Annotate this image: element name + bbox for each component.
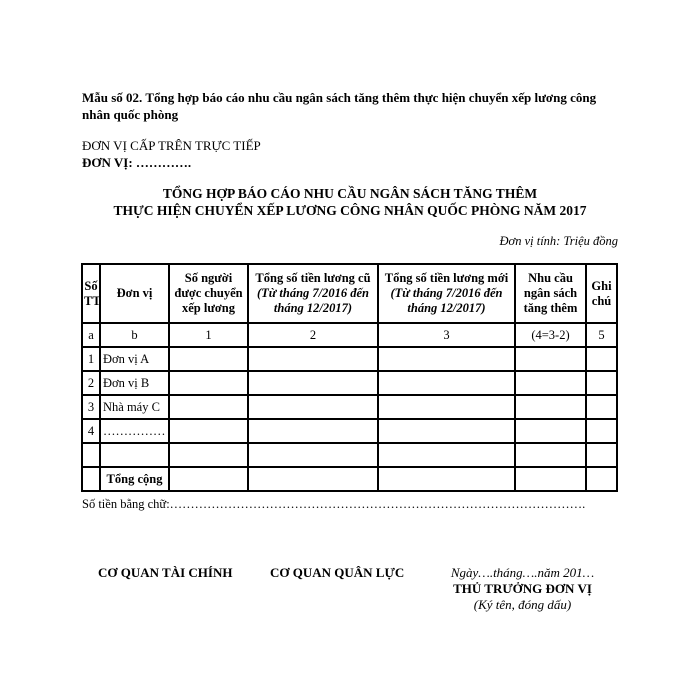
header-old-salary-label: Tổng số tiền lương cũ — [255, 271, 371, 285]
code-cell: b — [100, 323, 169, 347]
sign-note: (Ký tên, đóng dấu) — [473, 597, 572, 612]
empty-cell — [248, 347, 378, 371]
code-cell: 3 — [378, 323, 515, 347]
empty-cell — [169, 443, 248, 467]
empty-cell — [515, 443, 586, 467]
head-signature-block — [440, 565, 605, 613]
header-new-salary-period: (Từ tháng 7/2016 đến tháng 12/2017) — [390, 286, 503, 315]
table-row — [82, 443, 617, 467]
empty-cell — [82, 467, 100, 491]
empty-cell — [248, 467, 378, 491]
empty-cell — [586, 443, 617, 467]
header-note: Ghi chú — [586, 264, 617, 323]
table-row — [82, 419, 617, 443]
empty-cell — [169, 467, 248, 491]
date-line: Ngày….tháng….năm 201… — [450, 565, 595, 580]
report-table — [81, 263, 618, 492]
head-title: THỦ TRƯỞNG ĐƠN VỊ — [453, 581, 592, 596]
table-row — [82, 371, 617, 395]
empty-cell — [586, 395, 617, 419]
row-number: 1 — [82, 347, 100, 371]
empty-cell — [169, 347, 248, 371]
header-need: Nhu cầu ngân sách tăng thêm — [515, 264, 586, 323]
empty-cell — [378, 443, 515, 467]
empty-cell — [586, 371, 617, 395]
empty-cell — [378, 467, 515, 491]
empty-cell — [515, 371, 586, 395]
empty-cell — [378, 347, 515, 371]
empty-cell — [378, 395, 515, 419]
row-unit: Đơn vị B — [100, 371, 169, 395]
empty-cell — [248, 419, 378, 443]
code-cell: 5 — [586, 323, 617, 347]
empty-cell — [378, 419, 515, 443]
row-unit: …………… — [100, 419, 169, 443]
header-new-salary — [378, 264, 515, 323]
header-new-salary-label: Tổng số tiền lương mới — [384, 271, 509, 285]
row-number — [82, 443, 100, 467]
empty-cell — [586, 419, 617, 443]
empty-cell — [248, 443, 378, 467]
empty-cell — [169, 395, 248, 419]
code-cell: (4=3-2) — [515, 323, 586, 347]
total-label: Tổng cộng — [100, 467, 169, 491]
unit-label: ĐƠN VỊ: …………. — [82, 155, 192, 170]
upper-unit-label: ĐƠN VỊ CẤP TRÊN TRỰC TIẾP — [82, 138, 261, 153]
column-code-row — [82, 323, 617, 347]
table-row — [82, 395, 617, 419]
total-row — [82, 467, 617, 491]
empty-cell — [248, 395, 378, 419]
empty-cell — [515, 395, 586, 419]
code-cell: a — [82, 323, 100, 347]
empty-cell — [169, 419, 248, 443]
row-number: 4 — [82, 419, 100, 443]
header-stt: Số TT — [82, 264, 100, 323]
empty-cell — [515, 467, 586, 491]
report-title — [0, 185, 700, 219]
header-old-salary-period: (Từ tháng 7/2016 đến tháng 12/2017) — [256, 286, 369, 315]
row-unit: Nhà máy C — [100, 395, 169, 419]
header-people: Số người được chuyển xếp lương — [169, 264, 248, 323]
header-old-salary — [248, 264, 378, 323]
empty-cell — [515, 347, 586, 371]
empty-cell — [248, 371, 378, 395]
code-cell: 1 — [169, 323, 248, 347]
table-row — [82, 347, 617, 371]
form-title: Mẫu số 02. Tổng hợp báo cáo nhu cầu ngân sách tăng thêm thực hiện chuyển xếp lương công nhân quốc phòng — [82, 90, 597, 122]
header-unit: Đơn vị — [100, 264, 169, 323]
currency-unit: Đơn vị tính: Triệu đồng — [499, 234, 618, 248]
row-number: 3 — [82, 395, 100, 419]
row-unit: Đơn vị A — [100, 347, 169, 371]
code-cell: 2 — [248, 323, 378, 347]
empty-cell — [515, 419, 586, 443]
table-header-row — [82, 264, 617, 323]
finance-signature-label: CƠ QUAN TÀI CHÍNH — [98, 565, 233, 580]
empty-cell — [586, 467, 617, 491]
empty-cell — [586, 347, 617, 371]
empty-cell — [378, 371, 515, 395]
report-title-line-2: THỰC HIỆN CHUYỂN XẾP LƯƠNG CÔNG NHÂN QUỐC PHÒNG NĂM 2017 — [113, 203, 587, 218]
empty-cell — [169, 371, 248, 395]
row-number: 2 — [82, 371, 100, 395]
row-unit — [100, 443, 169, 467]
report-title-line-1: TỔNG HỢP BÁO CÁO NHU CẦU NGÂN SÁCH TĂNG THÊM — [162, 186, 538, 201]
amount-in-words: Số tiền bằng chữ:………………………………………………………………………………………. — [82, 497, 586, 511]
military-signature-label: CƠ QUAN QUÂN LỰC — [270, 565, 405, 580]
